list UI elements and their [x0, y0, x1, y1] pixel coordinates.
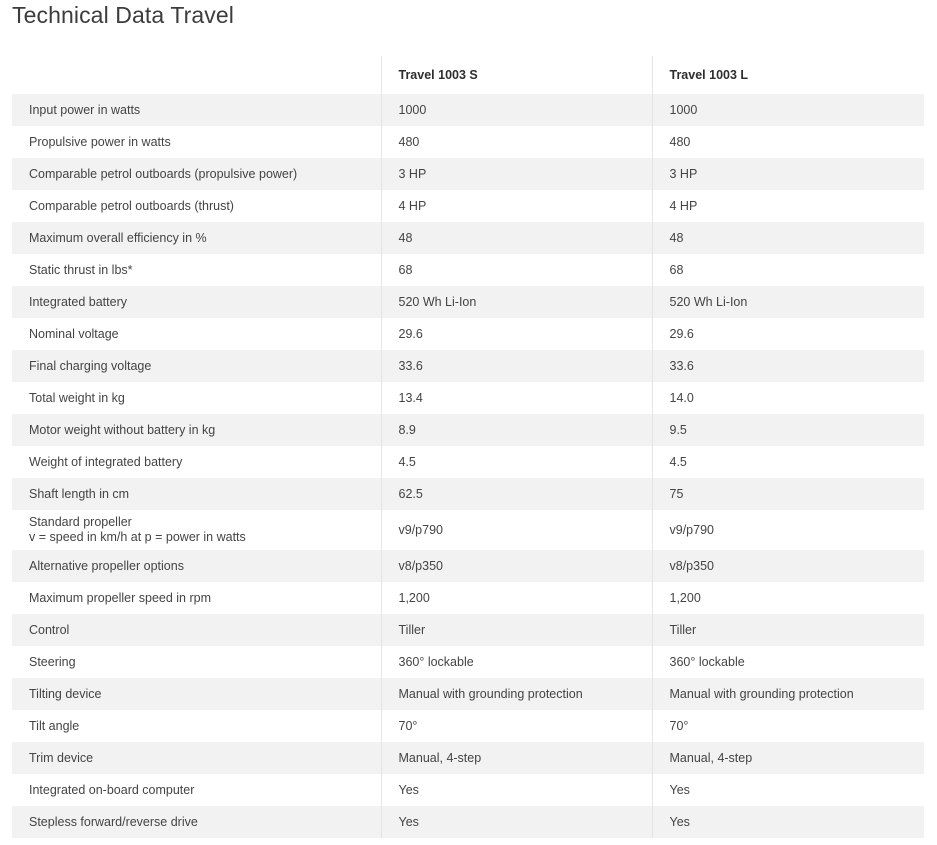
value-travel-1003-l: 33.6 [652, 350, 924, 382]
table-row [12, 414, 924, 446]
value-travel-1003-l: 9.5 [652, 414, 924, 446]
row-label-cell [12, 350, 381, 382]
header-cell-travel-1003-s: Travel 1003 S [381, 56, 652, 94]
value-travel-1003-s: Manual, 4-step [381, 742, 652, 774]
value-travel-1003-s: 360° lockable [381, 646, 652, 678]
value-travel-1003-l: 4 HP [652, 190, 924, 222]
row-label-cell [12, 646, 381, 678]
row-label: Nominal voltage [29, 326, 119, 341]
row-label-cell [12, 614, 381, 646]
row-label-cell [12, 710, 381, 742]
table-row [12, 254, 924, 286]
row-label-cell [12, 774, 381, 806]
row-label: Motor weight without battery in kg [29, 422, 216, 437]
table-row [12, 678, 924, 710]
row-label-cell [12, 510, 381, 550]
row-label-cell [12, 582, 381, 614]
table-header-row [12, 56, 924, 94]
row-label: Weight of integrated battery [29, 454, 183, 469]
value-travel-1003-s: Tiller [381, 614, 652, 646]
value-travel-1003-l: 75 [652, 478, 924, 510]
spec-table-body [12, 94, 924, 838]
value-travel-1003-s: v9/p790 [381, 510, 652, 550]
header-cell-travel-1003-l: Travel 1003 L [652, 56, 924, 94]
table-row [12, 94, 924, 126]
row-label-cell [12, 126, 381, 158]
row-label: Steering [29, 654, 76, 669]
row-label: Static thrust in lbs* [29, 262, 133, 277]
value-travel-1003-l: Manual, 4-step [652, 742, 924, 774]
table-row [12, 510, 924, 550]
value-travel-1003-s: 62.5 [381, 478, 652, 510]
row-label: Shaft length in cm [29, 486, 130, 501]
value-travel-1003-s: 13.4 [381, 382, 652, 414]
row-label: Comparable petrol outboards (thrust) [29, 198, 234, 213]
table-row [12, 190, 924, 222]
row-label-cell [12, 94, 381, 126]
table-row [12, 710, 924, 742]
table-row [12, 222, 924, 254]
row-label: Alternative propeller options [29, 558, 184, 573]
row-label-cell [12, 158, 381, 190]
value-travel-1003-l: Manual with grounding protection [652, 678, 924, 710]
row-label-cell [12, 254, 381, 286]
row-label-cell [12, 550, 381, 582]
row-label: Comparable petrol outboards (propulsive power) [29, 166, 298, 181]
table-row [12, 446, 924, 478]
table-row [12, 550, 924, 582]
row-label: Integrated on-board computer [29, 782, 195, 797]
table-row [12, 318, 924, 350]
value-travel-1003-s: 3 HP [381, 158, 652, 190]
value-travel-1003-s: 48 [381, 222, 652, 254]
table-row [12, 646, 924, 678]
table-row [12, 806, 924, 838]
table-row [12, 582, 924, 614]
row-label: Final charging voltage [29, 358, 152, 373]
value-travel-1003-s: 70° [381, 710, 652, 742]
value-travel-1003-l: Yes [652, 806, 924, 838]
value-travel-1003-s: 68 [381, 254, 652, 286]
value-travel-1003-s: 4.5 [381, 446, 652, 478]
value-travel-1003-s: 1000 [381, 94, 652, 126]
table-row [12, 382, 924, 414]
table-row [12, 350, 924, 382]
row-label-cell [12, 222, 381, 254]
value-travel-1003-s: 480 [381, 126, 652, 158]
row-label: Total weight in kg [29, 390, 125, 405]
row-label: Maximum overall efficiency in % [29, 230, 207, 245]
table-row [12, 126, 924, 158]
row-label: Tilting device [29, 686, 102, 701]
value-travel-1003-l: Yes [652, 774, 924, 806]
value-travel-1003-s: 33.6 [381, 350, 652, 382]
spec-table [12, 56, 924, 838]
value-travel-1003-s: v8/p350 [381, 550, 652, 582]
row-label: Propulsive power in watts [29, 134, 171, 149]
value-travel-1003-s: 29.6 [381, 318, 652, 350]
row-label: Standard propeller [29, 515, 132, 529]
value-travel-1003-s: 1,200 [381, 582, 652, 614]
value-travel-1003-l: v9/p790 [652, 510, 924, 550]
row-label: Integrated battery [29, 294, 127, 309]
row-label: Stepless forward/reverse drive [29, 814, 198, 829]
value-travel-1003-l: 480 [652, 126, 924, 158]
value-travel-1003-l: 3 HP [652, 158, 924, 190]
value-travel-1003-l: 29.6 [652, 318, 924, 350]
value-travel-1003-l: 14.0 [652, 382, 924, 414]
row-label-cell [12, 286, 381, 318]
value-travel-1003-l: 48 [652, 222, 924, 254]
value-travel-1003-s: 520 Wh Li-Ion [381, 286, 652, 318]
row-label-cell [12, 806, 381, 838]
value-travel-1003-l: v8/p350 [652, 550, 924, 582]
row-label: Control [29, 622, 70, 637]
value-travel-1003-s: Yes [381, 806, 652, 838]
row-label-cell [12, 478, 381, 510]
value-travel-1003-s: Yes [381, 774, 652, 806]
row-label-cell [12, 678, 381, 710]
value-travel-1003-l: 4.5 [652, 446, 924, 478]
value-travel-1003-s: 8.9 [381, 414, 652, 446]
table-row [12, 158, 924, 190]
row-label: Input power in watts [29, 102, 141, 117]
table-row [12, 286, 924, 318]
page-title: Technical Data Travel [12, 2, 234, 28]
row-label-cell [12, 382, 381, 414]
row-label-cell [12, 446, 381, 478]
header-cell-label [12, 56, 381, 94]
value-travel-1003-l: Tiller [652, 614, 924, 646]
row-label: Trim device [29, 750, 94, 765]
value-travel-1003-l: 70° [652, 710, 924, 742]
value-travel-1003-s: Manual with grounding protection [381, 678, 652, 710]
value-travel-1003-l: 1,200 [652, 582, 924, 614]
table-row [12, 774, 924, 806]
value-travel-1003-l: 68 [652, 254, 924, 286]
table-row [12, 742, 924, 774]
row-label-cell [12, 318, 381, 350]
row-label-subtext: v = speed in km/h at p = power in watts [29, 530, 246, 544]
row-label-cell [12, 414, 381, 446]
table-row [12, 614, 924, 646]
row-label: Maximum propeller speed in rpm [29, 590, 212, 605]
value-travel-1003-l: 1000 [652, 94, 924, 126]
row-label: Tilt angle [29, 718, 80, 733]
value-travel-1003-l: 520 Wh Li-Ion [652, 286, 924, 318]
table-row [12, 478, 924, 510]
value-travel-1003-l: 360° lockable [652, 646, 924, 678]
value-travel-1003-s: 4 HP [381, 190, 652, 222]
row-label-cell [12, 190, 381, 222]
row-label-cell [12, 742, 381, 774]
